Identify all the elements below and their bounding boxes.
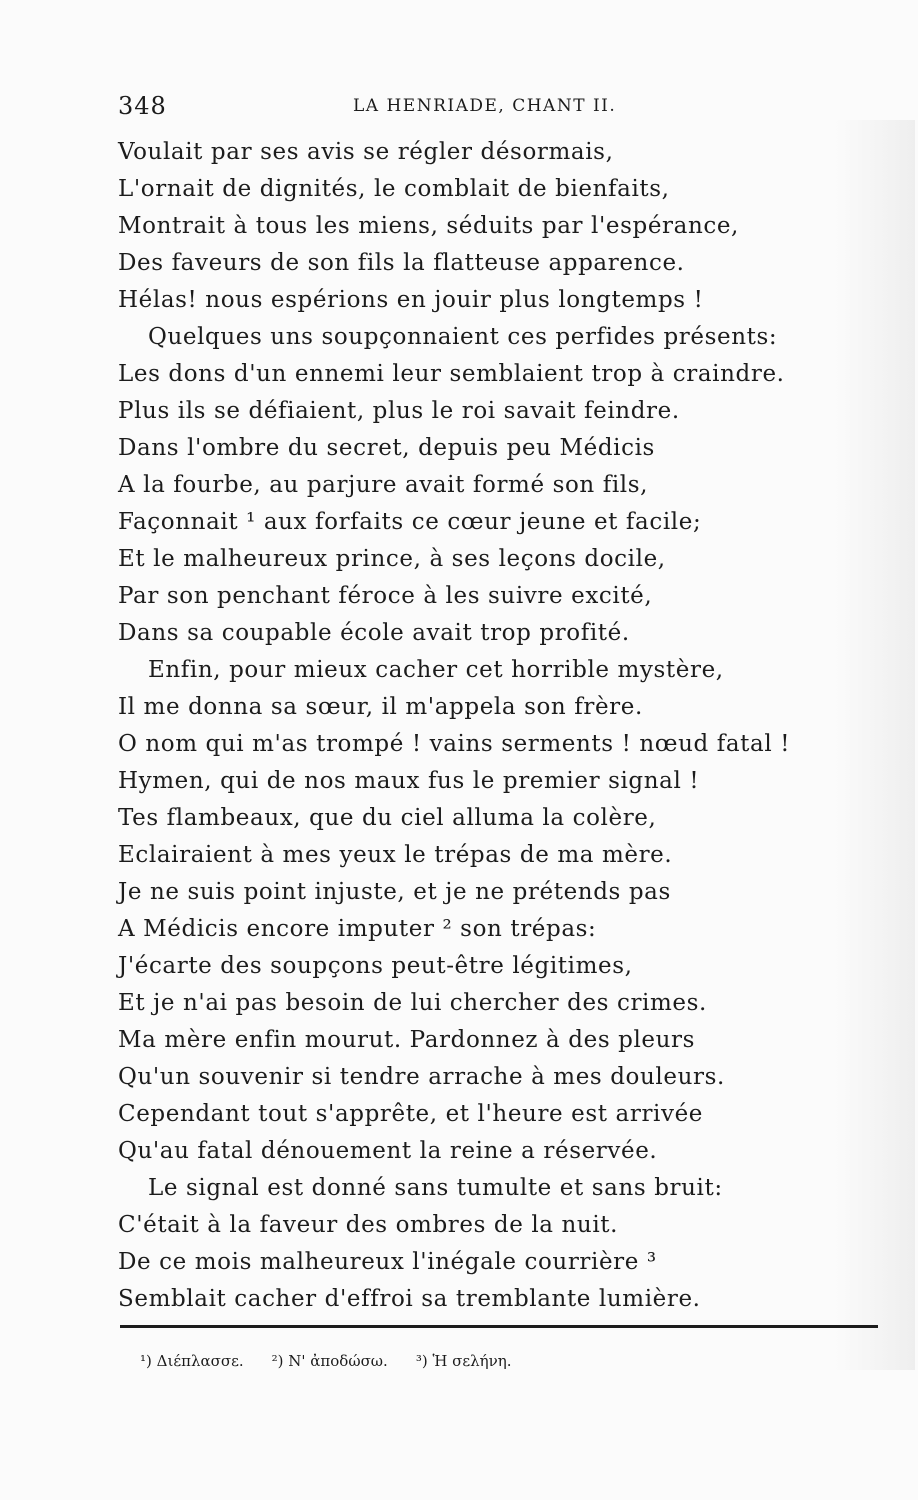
verse-line: Enfin, pour mieux cacher cet horrible mystère, xyxy=(148,657,724,683)
verse-line: Tes flambeaux, que du ciel alluma la colère, xyxy=(118,805,657,831)
verse-line: Et je n'ai pas besoin de lui chercher des crimes. xyxy=(118,990,707,1016)
verse-line: Le signal est donné sans tumulte et sans bruit: xyxy=(148,1175,723,1201)
verse-line: Des faveurs de son fils la flatteuse apparence. xyxy=(118,250,685,276)
verse-line: O nom qui m'as trompé ! vains serments ! nœud fatal ! xyxy=(118,731,791,757)
footnotes xyxy=(140,1352,539,1370)
verse-line: Plus ils se défiaient, plus le roi savait feindre. xyxy=(118,398,680,424)
footnote: ³) Ἡ σελήνη. xyxy=(415,1352,512,1370)
verse-line: Ma mère enfin mourut. Pardonnez à des pleurs xyxy=(118,1027,696,1053)
running-title: LA HENRIADE, CHANT II. xyxy=(353,96,617,116)
verse-line: Dans sa coupable école avait trop profité. xyxy=(118,620,630,646)
verse-line: Voulait par ses avis se régler désormais, xyxy=(118,139,614,165)
verse-line: Façonnait ¹ aux forfaits ce cœur jeune et facile; xyxy=(118,509,702,535)
verse-line: Et le malheureux prince, à ses leçons docile, xyxy=(118,546,666,572)
verse-line: Montrait à tous les miens, séduits par l'espérance, xyxy=(118,213,739,239)
verse-line: Par son penchant féroce à les suivre excité, xyxy=(118,583,653,609)
verse-line: Quelques uns soupçonnaient ces perfides présents: xyxy=(148,324,778,350)
page-number: 348 xyxy=(118,92,167,120)
verse-line: A Médicis encore imputer ² son trépas: xyxy=(118,916,597,942)
verse-line: C'était à la faveur des ombres de la nuit. xyxy=(118,1212,619,1238)
page-header xyxy=(118,92,638,122)
verse-line: Hélas! nous espérions en jouir plus longtemps ! xyxy=(118,287,704,313)
verse-line: Qu'au fatal dénouement la reine a réservée. xyxy=(118,1138,658,1164)
verse-line: Cependant tout s'apprête, et l'heure est arrivée xyxy=(118,1101,704,1127)
footnote-separator-rule xyxy=(120,1325,878,1328)
facing-page-bleed-through xyxy=(835,120,915,1370)
verse-line: Il me donna sa sœur, il m'appela son frère. xyxy=(118,694,643,720)
verse-line: Je ne suis point injuste, et je ne prétends pas xyxy=(118,879,671,905)
footnote: ¹) Διέπλασσε. xyxy=(140,1352,244,1370)
verse-line: Hymen, qui de nos maux fus le premier signal ! xyxy=(118,768,700,794)
verse-line: Les dons d'un ennemi leur semblaient trop à craindre. xyxy=(118,361,785,387)
verse-line: L'ornait de dignités, le comblait de bienfaits, xyxy=(118,176,670,202)
footnote: ²) Ν' ἀποδώσω. xyxy=(271,1352,388,1370)
verse-line: Qu'un souvenir si tendre arrache à mes douleurs. xyxy=(118,1064,725,1090)
verse-line: Dans l'ombre du secret, depuis peu Médicis xyxy=(118,435,655,461)
verse-line: A la fourbe, au parjure avait formé son fils, xyxy=(118,472,649,498)
poem-text xyxy=(118,134,838,1318)
verse-line: Eclairaient à mes yeux le trépas de ma mère. xyxy=(118,842,673,868)
verse-line: Semblait cacher d'effroi sa tremblante lumière. xyxy=(118,1286,701,1312)
verse-line: J'écarte des soupçons peut-être légitimes, xyxy=(118,953,633,979)
verse-line: De ce mois malheureux l'inégale courrière ³ xyxy=(118,1249,657,1275)
